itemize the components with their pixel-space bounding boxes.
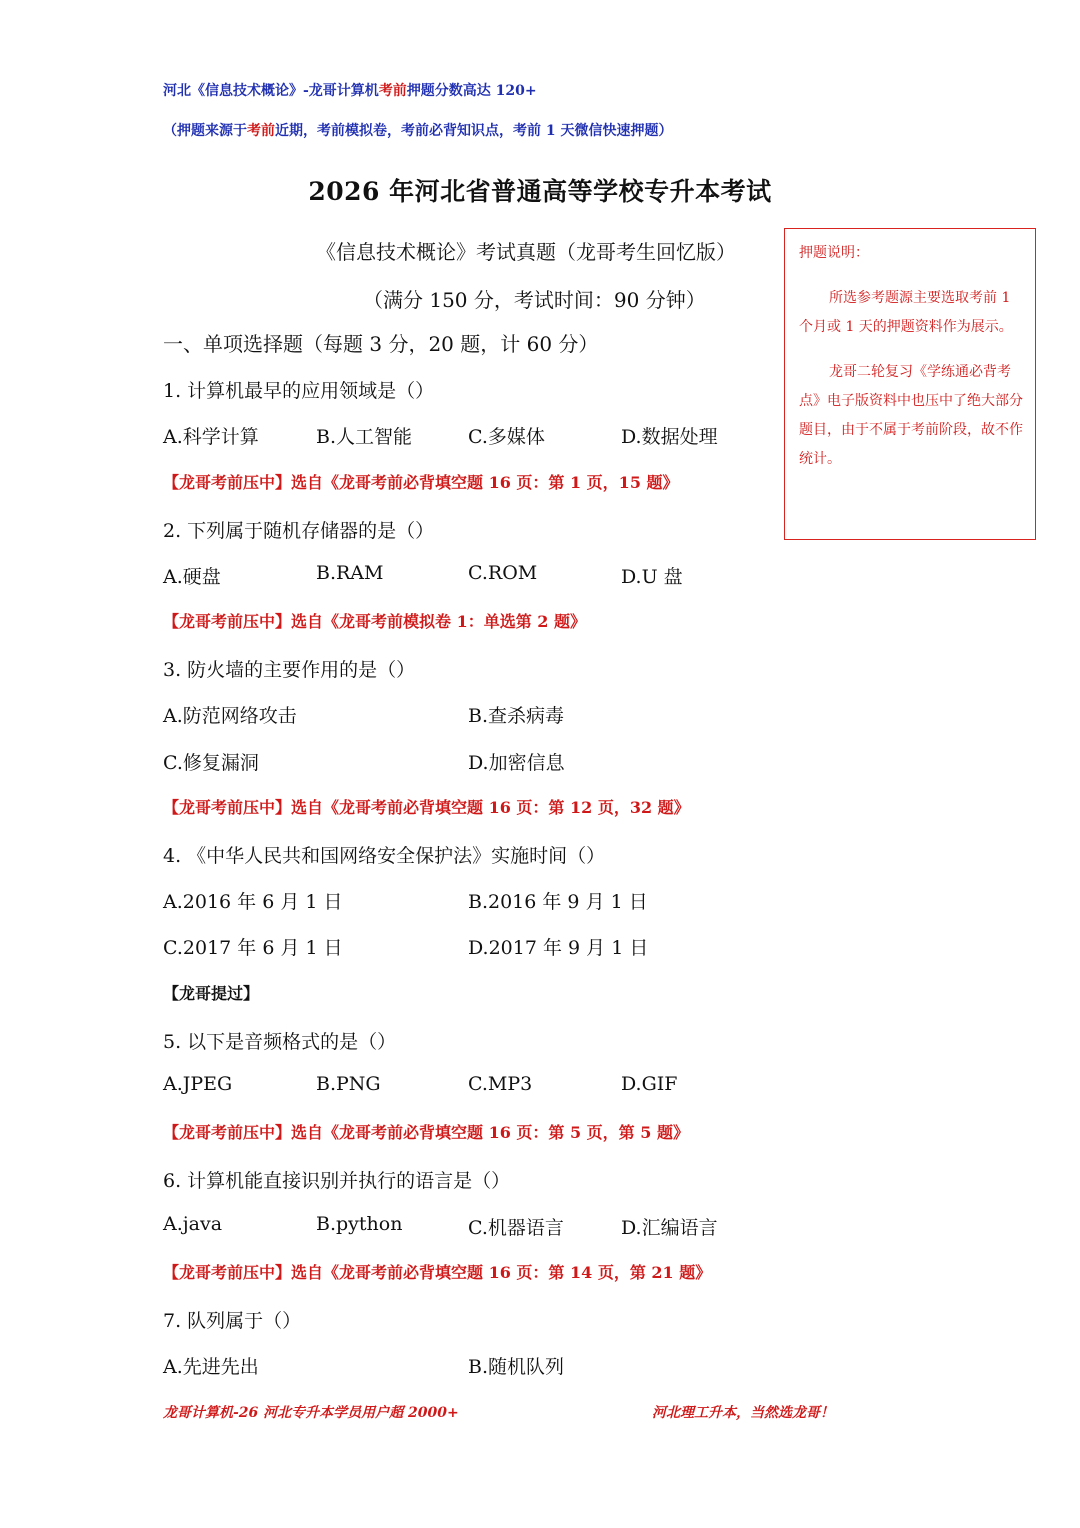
question-2-source-note: 【龙哥考前压中】选自《龙哥考前模拟卷 1：单选第 2 题》 bbox=[163, 612, 586, 631]
question-7-option-a: A.先进先出 bbox=[163, 1356, 259, 1378]
question-1-stem: 1. 计算机最早的应用领域是（） bbox=[163, 380, 435, 402]
question-3-source-note: 【龙哥考前压中】选自《龙哥考前必背填空题 16 页：第 12 页，32 题》 bbox=[163, 798, 690, 817]
question-4-stem: 4. 《中华人民共和国网络安全保护法》实施时间（） bbox=[163, 845, 606, 867]
question-2-option-a: A.硬盘 bbox=[163, 566, 221, 588]
note-box-paragraph-2: 龙哥二轮复习《学练通必背考点》电子版资料中也压中了绝大部分题目，由于不属于考前阶段，故不作统计。 bbox=[799, 364, 1023, 467]
question-2-option-c: C.ROM bbox=[468, 562, 538, 584]
question-4-option-b: B.2016 年 9 月 1 日 bbox=[468, 891, 648, 913]
note-box-paragraph-1: 所选参考题源主要选取考前 1 个月或 1 天的押题资料作为展示。 bbox=[799, 290, 1013, 335]
question-4-option-c: C.2017 年 6 月 1 日 bbox=[163, 937, 343, 959]
question-5-stem: 5. 以下是音频格式的是（） bbox=[163, 1031, 397, 1053]
question-6-option-a: A.java bbox=[163, 1213, 223, 1235]
question-2-option-d: D.U 盘 bbox=[621, 566, 683, 588]
question-6-option-d: D.汇编语言 bbox=[621, 1217, 718, 1239]
question-3-option-d: D.加密信息 bbox=[468, 752, 565, 774]
header-highlight: 考前 bbox=[247, 123, 275, 139]
question-4-option-d: D.2017 年 9 月 1 日 bbox=[468, 937, 649, 959]
question-2-stem: 2. 下列属于随机存储器的是（） bbox=[163, 520, 435, 542]
prediction-note-box bbox=[784, 228, 1036, 540]
question-5-option-d: D.GIF bbox=[621, 1073, 678, 1095]
question-5-option-a: A.JPEG bbox=[163, 1073, 233, 1095]
question-3-option-c: C.修复漏洞 bbox=[163, 752, 259, 774]
page-title: 2026 年河北省普通高等学校专升本考试 bbox=[308, 177, 772, 206]
question-3-option-b: B.查杀病毒 bbox=[468, 705, 565, 727]
question-6-stem: 6. 计算机能直接识别并执行的语言是（） bbox=[163, 1170, 511, 1192]
question-3-option-a: A.防范网络攻击 bbox=[163, 705, 297, 727]
header-highlight: 考前 bbox=[378, 83, 407, 99]
question-1-option-d: D.数据处理 bbox=[621, 426, 718, 448]
question-5-source-note: 【龙哥考前压中】选自《龙哥考前必背填空题 16 页：第 5 页，第 5 题》 bbox=[163, 1123, 689, 1142]
header-promo-line-1 bbox=[163, 80, 537, 100]
question-7-stem: 7. 队列属于（） bbox=[163, 1310, 302, 1332]
question-4-option-a: A.2016 年 6 月 1 日 bbox=[163, 891, 343, 913]
header-text: （押题来源于 bbox=[163, 123, 247, 139]
question-1-source-note: 【龙哥考前压中】选自《龙哥考前必背填空题 16 页：第 1 页，15 题》 bbox=[163, 473, 679, 492]
question-2-option-b: B.RAM bbox=[316, 562, 384, 584]
note-box-heading: 押题说明： bbox=[799, 245, 869, 261]
header-promo-line-2 bbox=[163, 120, 673, 140]
exam-meta: （满分 150 分，考试时间：90 分钟） bbox=[363, 288, 706, 312]
exam-subtitle: 《信息技术概论》考试真题（龙哥考生回忆版） bbox=[316, 240, 736, 264]
question-7-option-b: B.随机队列 bbox=[468, 1356, 565, 1378]
header-text: 押题分数高达 120+ bbox=[406, 83, 537, 99]
question-6-option-c: C.机器语言 bbox=[468, 1217, 564, 1239]
question-5-option-b: B.PNG bbox=[316, 1073, 381, 1095]
question-6-source-note: 【龙哥考前压中】选自《龙哥考前必背填空题 16 页：第 14 页，第 21 题》 bbox=[163, 1263, 712, 1282]
question-3-stem: 3. 防火墙的主要作用的是（） bbox=[163, 659, 416, 681]
question-1-option-a: A.科学计算 bbox=[163, 426, 259, 448]
question-4-source-note: 【龙哥提过】 bbox=[163, 984, 260, 1003]
section-heading: 一、单项选择题（每题 3 分，20 题，计 60 分） bbox=[163, 332, 599, 356]
question-5-option-c: C.MP3 bbox=[468, 1073, 533, 1095]
header-text: 河北《信息技术概论》-龙哥计算机 bbox=[163, 83, 379, 99]
question-1-option-c: C.多媒体 bbox=[468, 426, 545, 448]
question-1-option-b: B.人工智能 bbox=[316, 426, 413, 448]
header-text: 近期，考前模拟卷，考前必背知识点，考前 1 天微信快速押题） bbox=[275, 123, 673, 139]
question-6-option-b: B.python bbox=[316, 1213, 403, 1235]
footer-right: 河北理工升本，当然选龙哥！ bbox=[652, 1405, 834, 1421]
footer-left: 龙哥计算机-26 河北专升本学员用户超 2000+ bbox=[163, 1405, 459, 1421]
